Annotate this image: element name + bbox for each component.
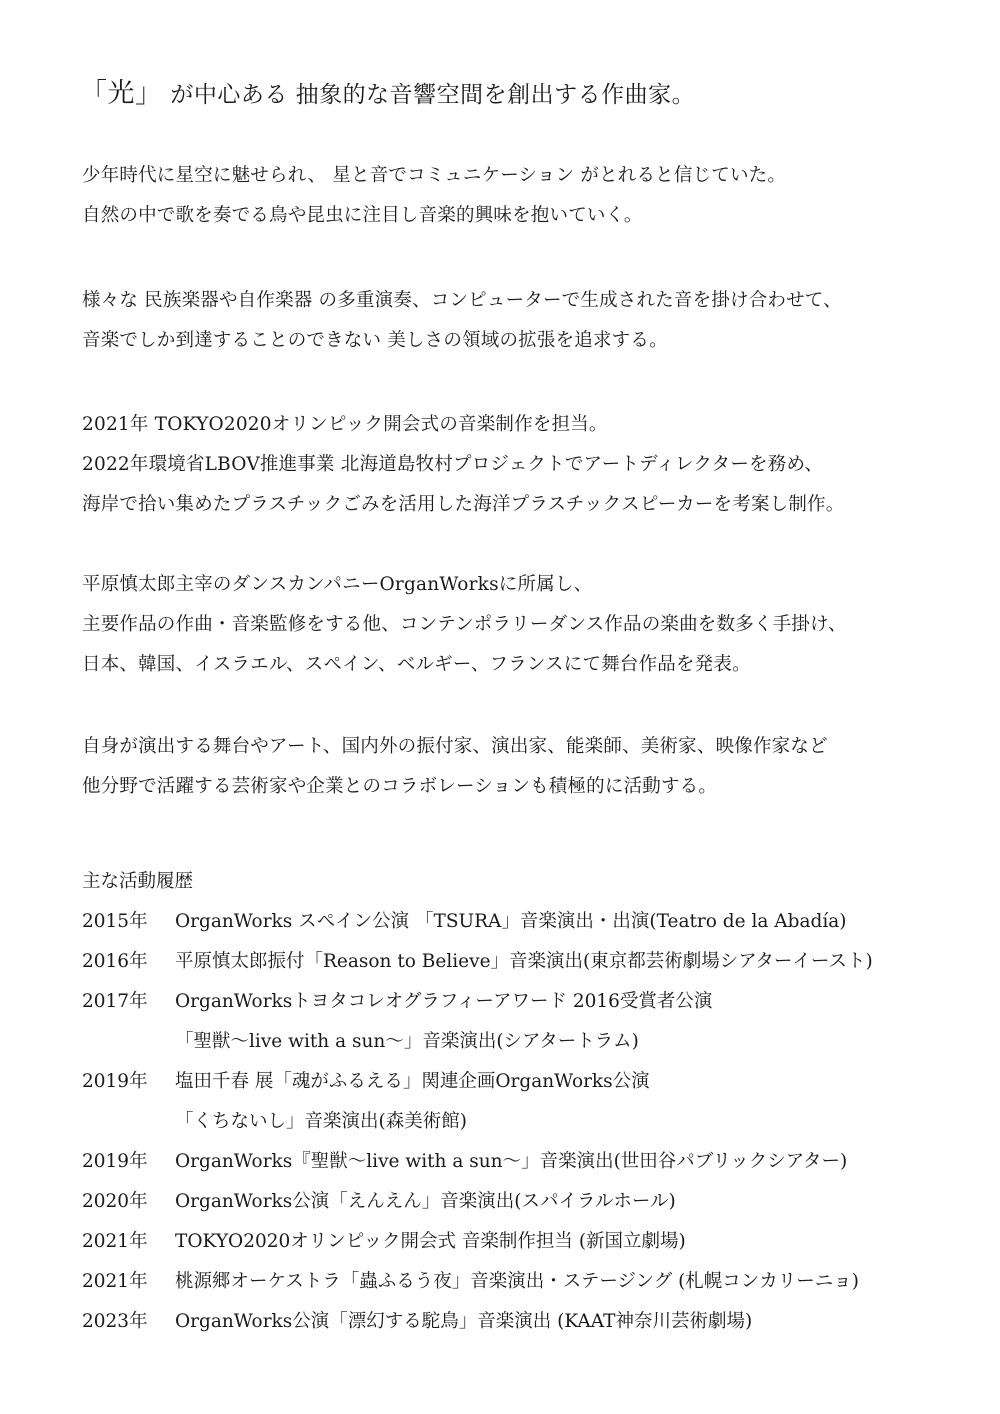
history-text: OrganWorks『聖獣〜live with a sun〜」音楽演出(世田谷パブリックシアター) <box>175 1151 848 1172</box>
history-year: 2023年 <box>82 1311 148 1332</box>
history-year: 2019年 <box>82 1151 148 1172</box>
history-row <box>82 1182 982 1222</box>
paragraph-instruments <box>82 281 962 361</box>
headline-text: が中心ある 抽象的な音響空間を創出する作曲家。 <box>170 82 696 108</box>
history-heading: 主な活動履歴 <box>82 871 194 892</box>
paragraph-line: 海岸で拾い集めたプラスチックごみを活用した海洋プラスチックスピーカーを考案し制作。 <box>82 494 845 515</box>
history-row-continuation <box>82 1022 982 1062</box>
history-text: OrganWorks公演「漂幻する駝鳥」音楽演出 (KAAT神奈川芸術劇場) <box>175 1311 753 1332</box>
headline-hikari: 「光」 <box>80 78 163 109</box>
history-row <box>82 902 982 942</box>
paragraph-line: 主要作品の作曲・音楽監修をする他、コンテンポラリーダンス作品の楽曲を数多く手掛け、 <box>82 614 847 635</box>
history-year: 2016年 <box>82 951 148 972</box>
history-row <box>82 1142 982 1182</box>
paragraph-childhood <box>82 156 962 236</box>
history-text: 「くちないし」音楽演出(森美術館) <box>175 1111 467 1132</box>
history-year: 2020年 <box>82 1191 148 1212</box>
paragraph-line: 様々な 民族楽器や自作楽器 の多重演奏、コンピューターで生成された音を掛け合わせて、 <box>82 290 842 311</box>
paragraph-line: 音楽でしか到達することのできない 美しさの領域の拡張を追求する。 <box>82 330 668 351</box>
history-text: 「聖獣〜live with a sun〜」音楽演出(シアタートラム) <box>175 1031 639 1052</box>
paragraph-line: 平原慎太郎主宰のダンスカンパニーOrganWorksに所属し、 <box>82 574 593 595</box>
history-row <box>82 1222 982 1262</box>
history-row <box>82 1062 982 1102</box>
history-year: 2017年 <box>82 991 148 1012</box>
history-row <box>82 1262 982 1302</box>
paragraph-line: 日本、韓国、イスラエル、スペイン、ベルギー、フランスにて舞台作品を発表。 <box>82 654 751 675</box>
paragraph-line: 自身が演出する舞台やアート、国内外の振付家、演出家、能楽師、美術家、映像作家など <box>82 736 828 757</box>
history-text: OrganWorks スペイン公演 「TSURA」音楽演出・出演(Teatro de la Abadía) <box>175 911 847 932</box>
paragraph-line: 他分野で活躍する芸術家や企業とのコラボレーションも積極的に活動する。 <box>82 776 718 797</box>
paragraph-line: 2021年 TOKYO2020オリンピック開会式の音楽制作を担当。 <box>82 414 608 435</box>
history-year: 2021年 <box>82 1271 148 1292</box>
history-text: TOKYO2020オリンピック開会式 音楽制作担当 (新国立劇場) <box>175 1231 686 1252</box>
paragraph-line: 少年時代に星空に魅せられ、 星と音でコミュニケーション がとれると信じていた。 <box>82 165 787 186</box>
history-year: 2019年 <box>82 1071 148 1092</box>
paragraph-collaboration <box>82 727 962 807</box>
history-row <box>82 982 982 1022</box>
history-text: OrganWorksトヨタコレオグラフィーアワード 2016受賞者公演 <box>175 991 713 1012</box>
headline <box>80 76 695 113</box>
paragraph-organworks <box>82 565 962 685</box>
paragraph-projects <box>82 405 962 525</box>
history-text: 平原慎太郎振付「Reason to Believe」音楽演出(東京都芸術劇場シアターイースト) <box>175 951 873 972</box>
history-year: 2021年 <box>82 1231 148 1252</box>
history-row <box>82 1302 982 1342</box>
history-text: 塩田千春 展「魂がふるえる」関連企画OrganWorks公演 <box>175 1071 650 1092</box>
paragraph-line: 2022年環境省LBOV推進事業 北海道島牧村プロジェクトでアートディレクターを務め、 <box>82 454 824 475</box>
history-row <box>82 942 982 982</box>
history-row-continuation <box>82 1102 982 1142</box>
history-text: OrganWorks公演「えんえん」音楽演出(スパイラルホール) <box>175 1191 676 1212</box>
paragraph-line: 自然の中で歌を奏でる鳥や昆虫に注目し音楽的興味を抱いていく。 <box>82 205 643 226</box>
history-year: 2015年 <box>82 911 148 932</box>
history-list <box>82 902 982 1342</box>
history-text: 桃源郷オーケストラ「蟲ふるう夜」音楽演出・ステージング (札幌コンカリーニョ) <box>175 1271 860 1292</box>
